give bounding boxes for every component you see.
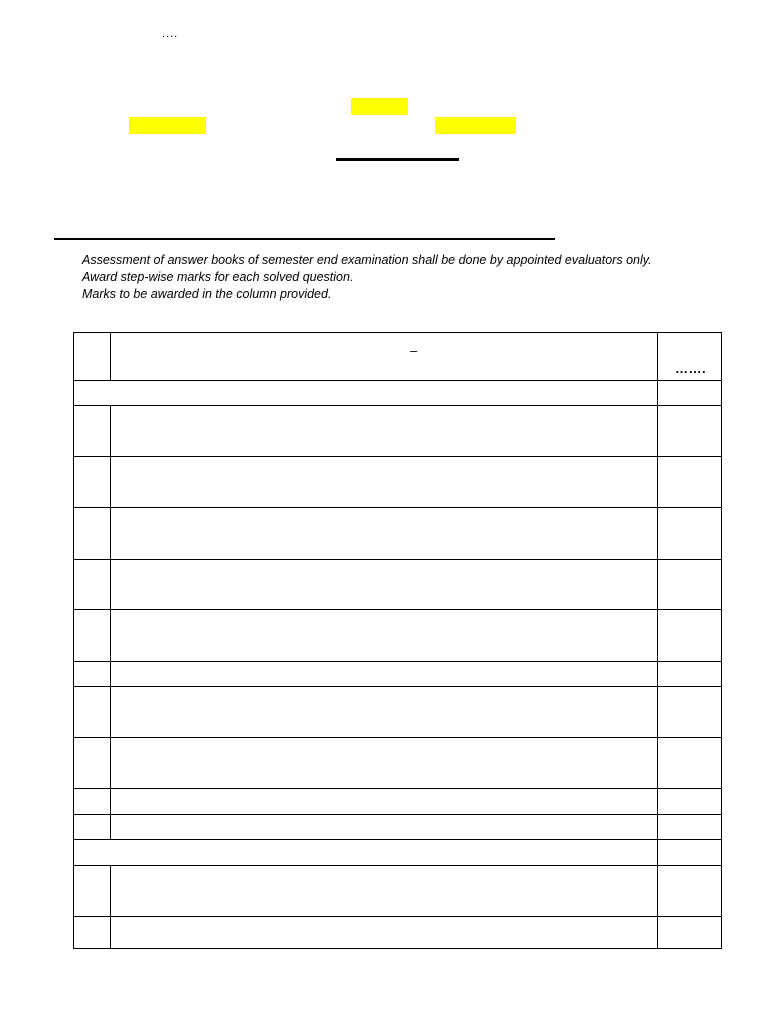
marks-cell[interactable] [657, 406, 721, 456]
marks-header-dots: ……. [675, 361, 707, 376]
question-cell [111, 687, 657, 737]
question-number-cell [74, 815, 111, 839]
marks-cell[interactable] [657, 560, 721, 609]
question-cell [111, 738, 657, 788]
marks-cell[interactable] [657, 687, 721, 737]
marks-cell[interactable] [657, 508, 721, 559]
question-number-cell [74, 406, 111, 456]
question-cell [111, 610, 657, 661]
table-row [74, 507, 721, 559]
question-number-cell [74, 560, 111, 609]
table-row [74, 788, 721, 814]
table-row [74, 661, 721, 686]
table-row [74, 405, 721, 456]
table-row [74, 814, 721, 839]
question-cell [111, 662, 657, 686]
marks-cell[interactable] [657, 610, 721, 661]
question-cell [111, 789, 657, 814]
marks-cell[interactable] [657, 662, 721, 686]
question-number-cell [74, 789, 111, 814]
question-number-cell [74, 866, 111, 916]
section-divider [54, 238, 555, 240]
top-dots: .... [162, 28, 179, 40]
table-row [74, 456, 721, 507]
question-number-cell [74, 917, 111, 948]
question-cell [111, 457, 657, 507]
table-row [74, 865, 721, 916]
highlight-center [351, 98, 408, 115]
question-number-cell [74, 457, 111, 507]
table-row [74, 559, 721, 609]
header-question-cell [111, 333, 657, 380]
highlight-left [129, 117, 206, 134]
section-cell [74, 381, 657, 405]
marks-table [73, 332, 722, 949]
marks-cell[interactable] [657, 866, 721, 916]
header-dash: – [410, 343, 418, 358]
table-row [74, 916, 721, 948]
question-number-cell [74, 738, 111, 788]
section-row [74, 839, 721, 865]
header-marks-cell [657, 333, 721, 380]
section-cell [74, 840, 657, 865]
marks-cell[interactable] [657, 789, 721, 814]
header-number-cell [74, 333, 111, 380]
marks-cell[interactable] [657, 738, 721, 788]
marks-cell[interactable] [657, 815, 721, 839]
question-cell [111, 917, 657, 948]
highlight-right [435, 117, 516, 134]
question-number-cell [74, 610, 111, 661]
table-row [74, 686, 721, 737]
marks-cell[interactable] [657, 917, 721, 948]
marks-cell[interactable] [657, 457, 721, 507]
section-row [74, 380, 721, 405]
table-row [74, 737, 721, 788]
question-number-cell [74, 662, 111, 686]
question-cell [111, 560, 657, 609]
table-row [74, 609, 721, 661]
marks-cell[interactable] [657, 840, 721, 865]
instruction-line: Marks to be awarded in the column provided. [82, 287, 332, 301]
title-underline [336, 158, 459, 161]
question-cell [111, 406, 657, 456]
question-cell [111, 866, 657, 916]
question-cell [111, 508, 657, 559]
marks-cell[interactable] [657, 381, 721, 405]
question-cell [111, 815, 657, 839]
instructions [82, 252, 722, 303]
instruction-line: Assessment of answer books of semester end examination shall be done by appointed evaluators only. [82, 253, 652, 267]
instruction-line: Award step-wise marks for each solved question. [82, 270, 354, 284]
question-number-cell [74, 508, 111, 559]
table-header-row [74, 333, 721, 380]
question-number-cell [74, 687, 111, 737]
